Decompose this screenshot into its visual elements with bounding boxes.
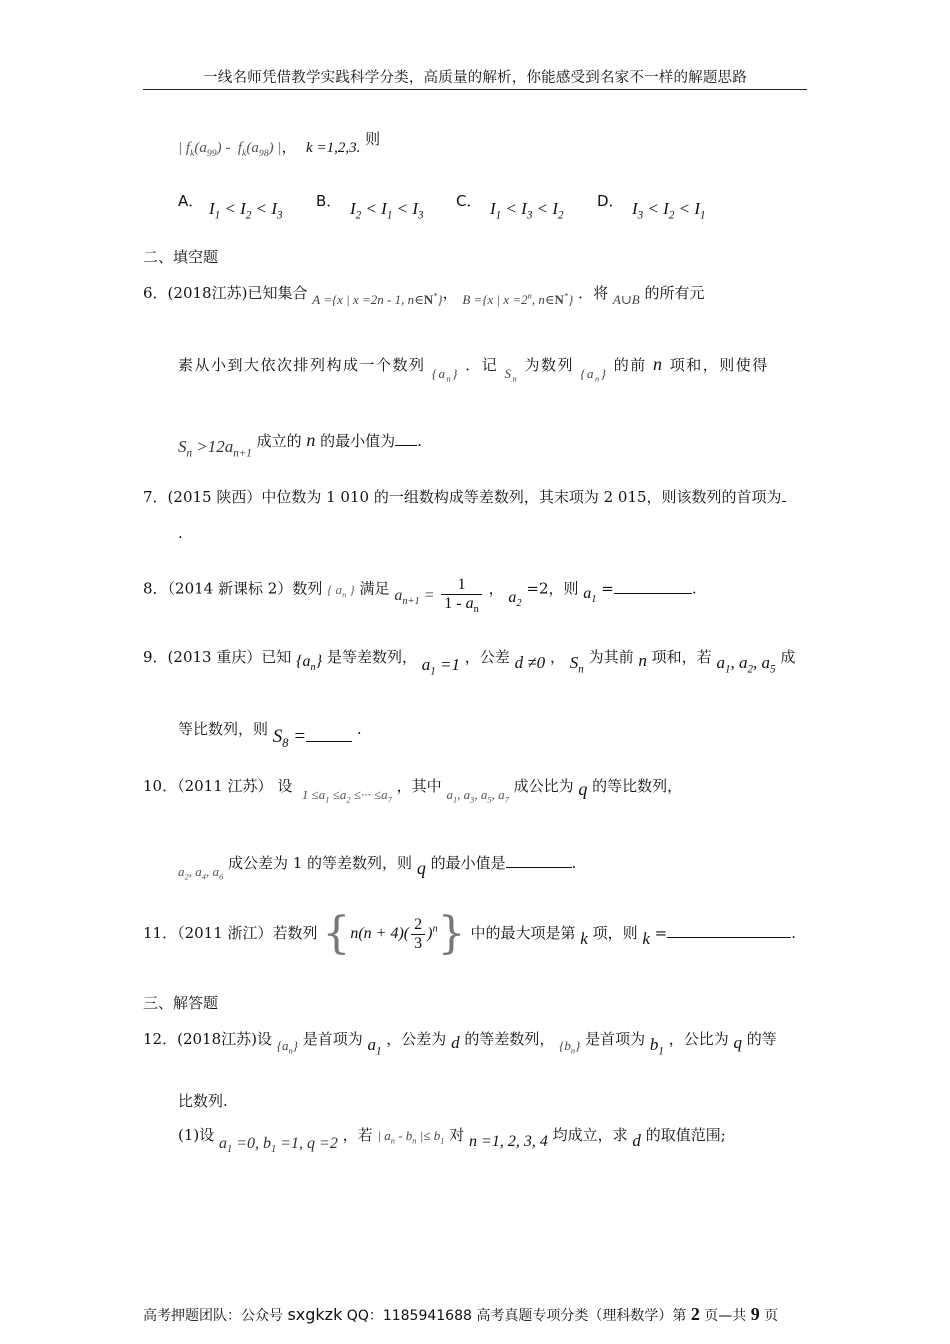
q5-option-a: A． xyxy=(178,192,204,210)
q11-answer-blank[interactable] xyxy=(667,923,791,938)
q5-expression: | $f_k(a_{99}) - f_k(a_{98})$ |， k =1,2,3. 则 xyxy=(178,130,381,159)
question-6-line1: 6．(2018江苏)已知集合 A ={x | x =2n - 1, n∈N*}， B ={x | $x =2^n$, n∈N*} ．将 A∪B 的所有元 xyxy=(143,284,705,307)
question-12-line2: 比数列. xyxy=(178,1092,228,1110)
question-7: 7．(2015 陕西）中位数为 1 010 的一组数构成等差数列，其末项为 2 015，则该数列的首项为 xyxy=(143,486,786,507)
q5-option-b-expr: $I_2 < I_1 < I_3$ xyxy=(350,199,424,222)
question-6-line3: $S_n >12a_{n+1}$ 成立的 n 的最小值为 . xyxy=(178,430,422,460)
question-6-line2: 素从小到大依次排列构成一个数列 $\{a_n\}$ ．记 $S_n$ 为数列 $\{a_n\}$ 的前 n 项和，则使得 xyxy=(178,354,769,384)
current-page: 2 xyxy=(690,1304,700,1324)
question-11: 11．（2011 浙江）若数列 {n(n + 4)( $\frac{2}{3}$ )$^n$} 中的最大项是第 k 项，则 k = . xyxy=(143,908,797,959)
q9-answer-blank[interactable] xyxy=(306,727,352,742)
q8-answer-blank[interactable] xyxy=(614,579,692,594)
q5-option-c: C． xyxy=(456,192,482,210)
q5-option-b: B． xyxy=(316,192,342,210)
section-answer: 三、解答题 xyxy=(143,994,219,1012)
q5-option-d: D． xyxy=(597,192,624,210)
q6-answer-blank[interactable] xyxy=(395,431,417,446)
question-10-line2: $a_2$, $a_4$, $a_6$ 成公差为 1 的等差数列，则 q 的最小值是 . xyxy=(178,854,577,882)
q5-option-c-expr: $I_1 < I_3 < I_2$ xyxy=(490,199,564,222)
question-9-line1: 9．(2013 重庆）已知 $\{a_n\}$ 是等差数列， $a_1 =1$ ，公差 d ≠0 ， $S_n$ 为其前 n 项和，若 $a_1$, $a_2$, $a_5$ 成 xyxy=(143,648,796,678)
q10-answer-blank[interactable] xyxy=(506,853,572,868)
q5-k: k =1,2,3. xyxy=(306,140,361,156)
header-rule xyxy=(143,89,807,90)
section-fill-in: 二、填空题 xyxy=(143,248,219,266)
q7-answer-blank[interactable] xyxy=(782,487,786,502)
question-10-line1: 10．（2011 江苏） 设 $1 \le a_1 \le a_2$ ≤··· $\le a_7$ ，其中 $a_1$, $a_3$, $a_5$, $a_7$ 成公比为 q 的等比数列， xyxy=(143,777,683,805)
page-header: 一线名师凭借教学实践科学分类，高质量的解析，你能感受到名家不一样的解题思路 xyxy=(203,70,747,86)
question-12-line1: 12．(2018江苏)设 $\{a_n\}$ 是首项为 $a_1$ ，公差为 d 的等差数列， $\{b_n\}$ 是首项为 $b_1$ ，公比为 q 的等 xyxy=(143,1030,777,1058)
page-footer: 高考押题团队：公众号 sxgkzk QQ：1185941688 高考真题专项分类（理科数学）第 2 页—共 9 页 xyxy=(143,1304,779,1324)
question-9-line2: 等比数列，则 $S_8$ = . xyxy=(178,720,362,750)
question-7-end: . xyxy=(178,524,183,542)
question-12-part1: (1)设 $a_1 =0$, $b_1 =1$, q =2 ，若 | $a_n - b_n$ |≤ $b_1$ 对 n =1, 2, 3, 4 均成立，求 d 的取值范围; xyxy=(178,1126,726,1156)
q5-ze: 则 xyxy=(365,130,381,148)
total-pages: 9 xyxy=(750,1304,760,1324)
q5-option-a-expr: $I_1 < I_2 < I_3$ xyxy=(209,199,283,222)
q5-option-d-expr: $I_3 < I_2 < I_1$ xyxy=(632,199,706,222)
question-8: 8．（2014 新课标 2）数列 { $a_n$ } 满足 $a_{n+1}$ = $\frac{1}{1 - a_n}$ ， $a_2 =2$，则 $a_1$ = . xyxy=(143,576,697,616)
